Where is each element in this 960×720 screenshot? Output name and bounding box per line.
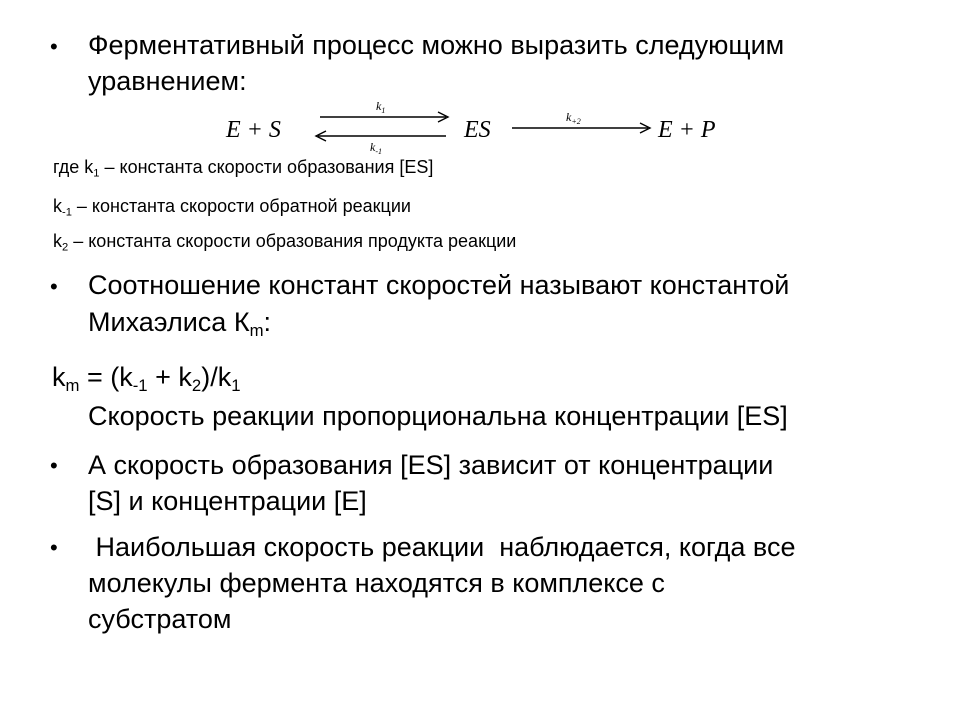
reverse-rate-label: $k_{-1}$: [370, 140, 382, 156]
equation-left: E + S: [226, 117, 281, 143]
dependence-line-1: А скорость образования [ES] зависит от концентрации: [88, 450, 774, 480]
equation-middle: ES: [464, 117, 491, 143]
proportional-line: Скорость реакции пропорциональна концентрации [ES]: [88, 401, 788, 431]
intro-line-1: Ферментативный процесс можно выразить следующим: [88, 30, 785, 60]
intro-line-2: уравнением:: [88, 66, 247, 96]
forward-rate-label: $k_1$: [376, 99, 386, 115]
equation-right: E + P: [658, 117, 716, 143]
reaction-equation: [220, 96, 760, 156]
max-rate-line-1: Наибольшая скорость реакции наблюдается, когда все: [88, 532, 796, 562]
dependence-line-2: [S] и концентрации [E]: [88, 486, 367, 516]
michaelis-formula: $k_m = (k_{-1} + k_2)/k_1$: [52, 362, 241, 396]
second-rate-label: $k_{+2}$: [566, 110, 581, 126]
ratio-line-2: Михаэлиса $К_m$:: [88, 307, 272, 341]
definition-k-1: $k_{-1}$ – константа скорости обратной реакции: [53, 196, 411, 219]
bullet-2: •: [50, 274, 58, 299]
max-rate-line-3: субстратом: [88, 604, 232, 634]
max-rate-line-2: молекулы фермента находятся в комплексе с: [88, 568, 665, 598]
ratio-line-1: Соотношение констант скоростей называют константой: [88, 270, 790, 300]
definition-k2: $k_2$ – константа скорости образования продукта реакции: [53, 231, 517, 254]
definition-k1: где $k_1$ – константа скорости образования [ES]: [53, 157, 434, 180]
bullet-4: •: [50, 535, 58, 560]
bullet-3: •: [50, 453, 58, 478]
bullet-1: •: [50, 34, 58, 59]
